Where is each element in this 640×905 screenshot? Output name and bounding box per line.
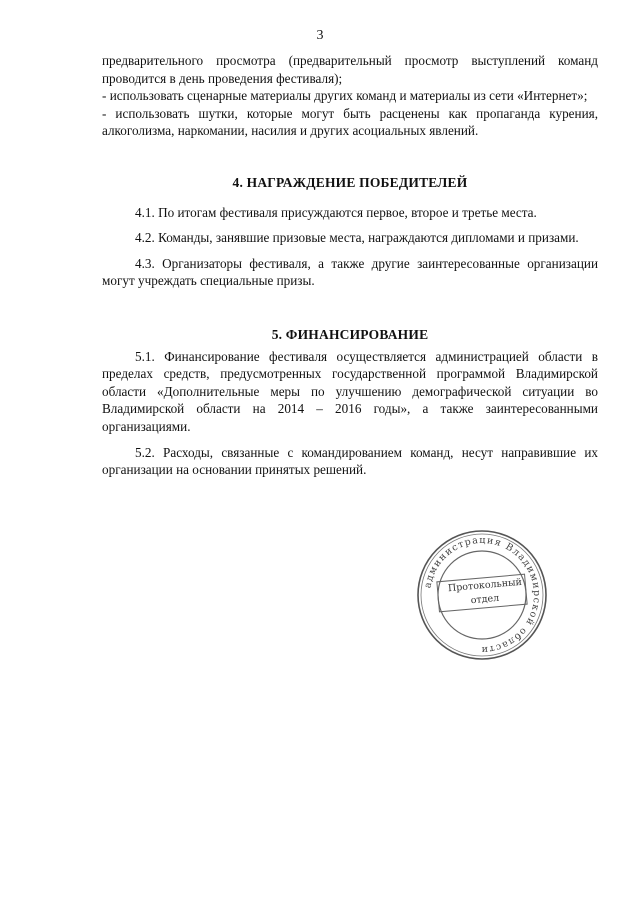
intro-paragraph: предварительного просмотра (предварительный просмотр выступлений команд проводится в день проведения фестиваля); (102, 53, 598, 86)
section-4-item: 4.1. По итогам фестиваля присуждаются первое, второе и третье места. (135, 204, 537, 220)
page-number: 3 (316, 28, 324, 43)
stamp-ring-text: администрация Владимирской области (422, 534, 543, 656)
section-5-item: 5.1. Финансирование фестиваля осуществляется администрацией области в пределах средств, предусмотренных государственной программой Владимирской области «Дополнительные меры по улучшению демографической ситуации во Владимирской области на 2014 – 2016 годы», а также заинтересованными организациями. (102, 348, 598, 434)
section-4-heading: 4. НАГРАЖДЕНИЕ ПОБЕДИТЕЛЕЙ (232, 174, 468, 190)
section-4-item: 4.2. Команды, занявшие призовые места, награждаются дипломами и призами. (135, 230, 579, 246)
document-body (102, 52, 598, 479)
stamp-box-line1: Протокольный (447, 576, 523, 595)
stamp-box-line2: отдел (470, 592, 500, 607)
section-4-item: 4.3. Организаторы фестиваля, а также другие заинтересованные организации могут учреждать специальные призы. (102, 255, 598, 289)
section-5-heading: 5. ФИНАНСИРОВАНИЕ (271, 326, 429, 342)
intro-paragraph: - использовать сценарные материалы других команд и материалы из сети «Интернет»; (102, 88, 588, 104)
stamp-box (442, 576, 528, 607)
intro-paragraph: - использовать шутки, которые могут быть расценены как пропаганда курения, алкоголизма, наркомании, насилия и других асоциальных явлений. (102, 105, 598, 139)
official-stamp (412, 528, 552, 662)
section-5-item: 5.2. Расходы, связанные с командированием команд, несут направившие их организации на основании принятых решений. (102, 444, 598, 478)
